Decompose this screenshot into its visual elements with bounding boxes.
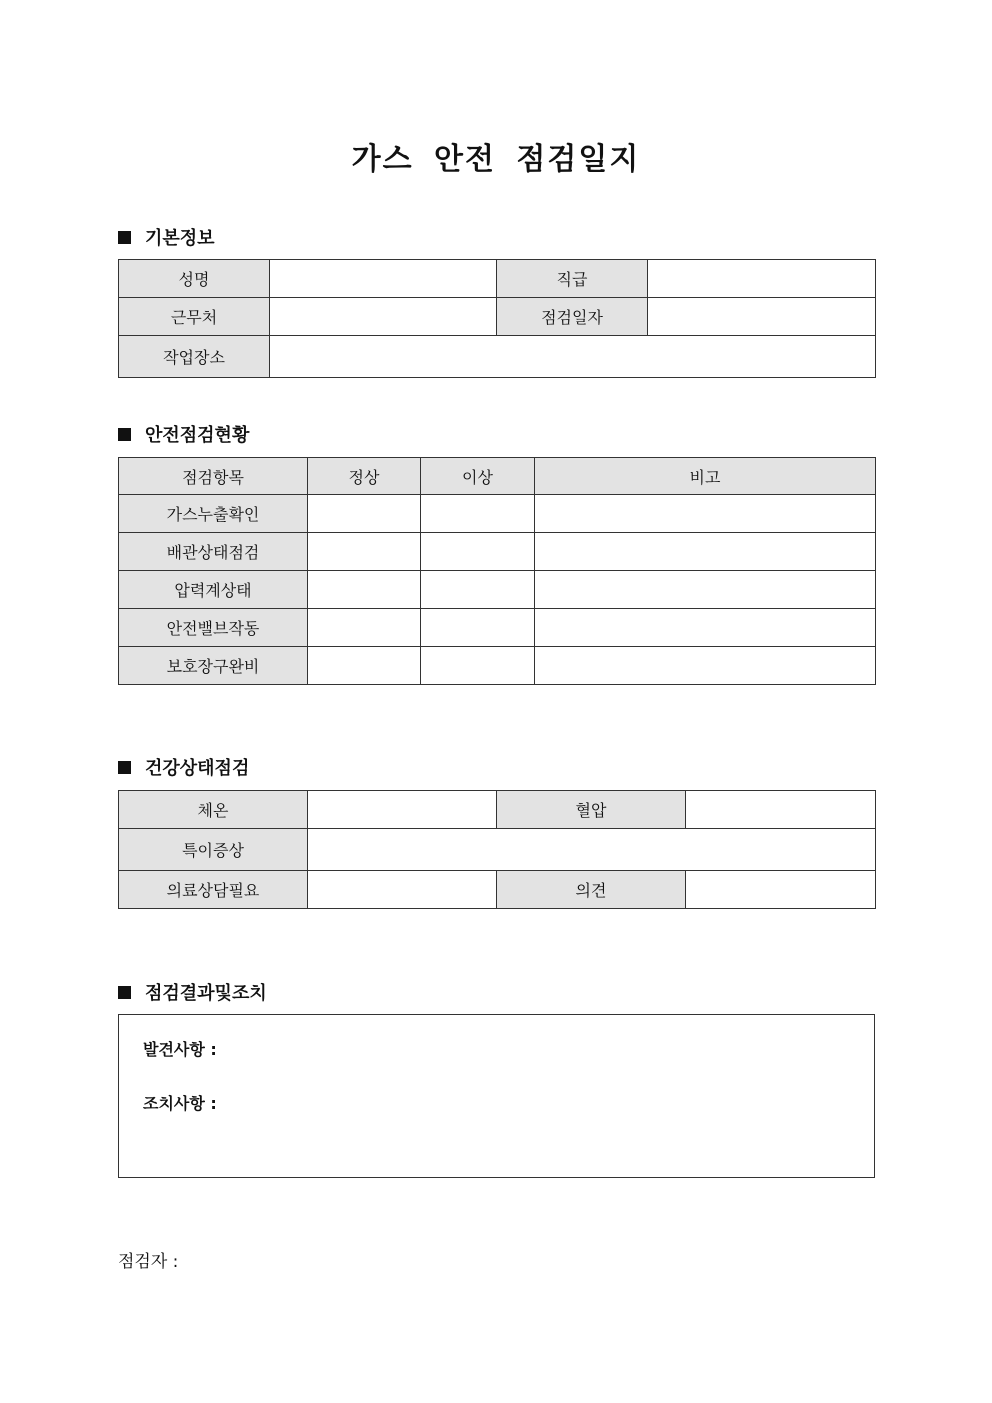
check-item-label: 배관상태점검 [119, 533, 308, 571]
check-item-label: 압력계상태 [119, 571, 308, 609]
actions-label: 조치사항 : [143, 1094, 217, 1113]
temperature-label: 체온 [119, 791, 308, 829]
inspection-date-label: 점검일자 [497, 298, 648, 336]
name-field[interactable] [270, 260, 497, 298]
normal-cell[interactable] [308, 495, 421, 533]
black-square-icon [118, 986, 131, 999]
blood-pressure-label: 혈압 [497, 791, 686, 829]
black-square-icon [118, 428, 131, 441]
abnormal-cell[interactable] [421, 495, 535, 533]
medical-consult-label: 의료상담필요 [119, 871, 308, 909]
table-row [119, 647, 876, 685]
basic-info-table [118, 259, 876, 378]
work-location-field[interactable] [270, 336, 876, 378]
work-location-label: 작업장소 [119, 336, 270, 378]
check-item-label: 가스누출확인 [119, 495, 308, 533]
blood-pressure-field[interactable] [686, 791, 876, 829]
symptoms-label: 특이증상 [119, 829, 308, 871]
normal-cell[interactable] [308, 533, 421, 571]
workplace-field[interactable] [270, 298, 497, 336]
health-check-table [118, 790, 876, 909]
results-box[interactable] [118, 1014, 875, 1178]
symptoms-field[interactable] [308, 829, 876, 871]
normal-cell[interactable] [308, 571, 421, 609]
black-square-icon [118, 761, 131, 774]
page-title: 가스 안전 점검일지 [351, 142, 641, 177]
remarks-cell[interactable] [535, 647, 876, 685]
column-header-normal: 정상 [308, 458, 421, 495]
section-heading-label: 기본정보 [145, 228, 215, 249]
inspection-date-field[interactable] [648, 298, 876, 336]
table-row [119, 533, 876, 571]
position-field[interactable] [648, 260, 876, 298]
findings-label: 발견사항 : [143, 1040, 217, 1059]
medical-consult-field[interactable] [308, 871, 497, 909]
abnormal-cell[interactable] [421, 571, 535, 609]
table-header-row [119, 458, 876, 495]
remarks-cell[interactable] [535, 609, 876, 647]
column-header-item: 점검항목 [119, 458, 308, 495]
column-header-remarks: 비고 [535, 458, 876, 495]
abnormal-cell[interactable] [421, 533, 535, 571]
section-heading-label: 안전점검현황 [145, 425, 250, 446]
position-label: 직급 [497, 260, 648, 298]
section-heading-results [118, 979, 267, 1005]
section-heading-health-check [118, 754, 249, 780]
remarks-cell[interactable] [535, 571, 876, 609]
normal-cell[interactable] [308, 609, 421, 647]
section-heading-label: 점검결과및조치 [145, 983, 267, 1004]
section-heading-safety-status [118, 421, 249, 447]
remarks-cell[interactable] [535, 533, 876, 571]
remarks-cell[interactable] [535, 495, 876, 533]
black-square-icon [118, 231, 131, 244]
column-header-abnormal: 이상 [421, 458, 535, 495]
abnormal-cell[interactable] [421, 647, 535, 685]
opinion-label: 의견 [497, 871, 686, 909]
check-item-label: 안전밸브작동 [119, 609, 308, 647]
name-label: 성명 [119, 260, 270, 298]
opinion-field[interactable] [686, 871, 876, 909]
table-row [119, 609, 876, 647]
inspector-label: 점검자 : [118, 1252, 179, 1272]
section-heading-label: 건강상태점검 [145, 758, 250, 779]
workplace-label: 근무처 [119, 298, 270, 336]
section-heading-basic-info [118, 224, 215, 250]
temperature-field[interactable] [308, 791, 497, 829]
safety-status-table [118, 457, 876, 685]
abnormal-cell[interactable] [421, 609, 535, 647]
normal-cell[interactable] [308, 647, 421, 685]
table-row [119, 571, 876, 609]
check-item-label: 보호장구완비 [119, 647, 308, 685]
table-row [119, 495, 876, 533]
